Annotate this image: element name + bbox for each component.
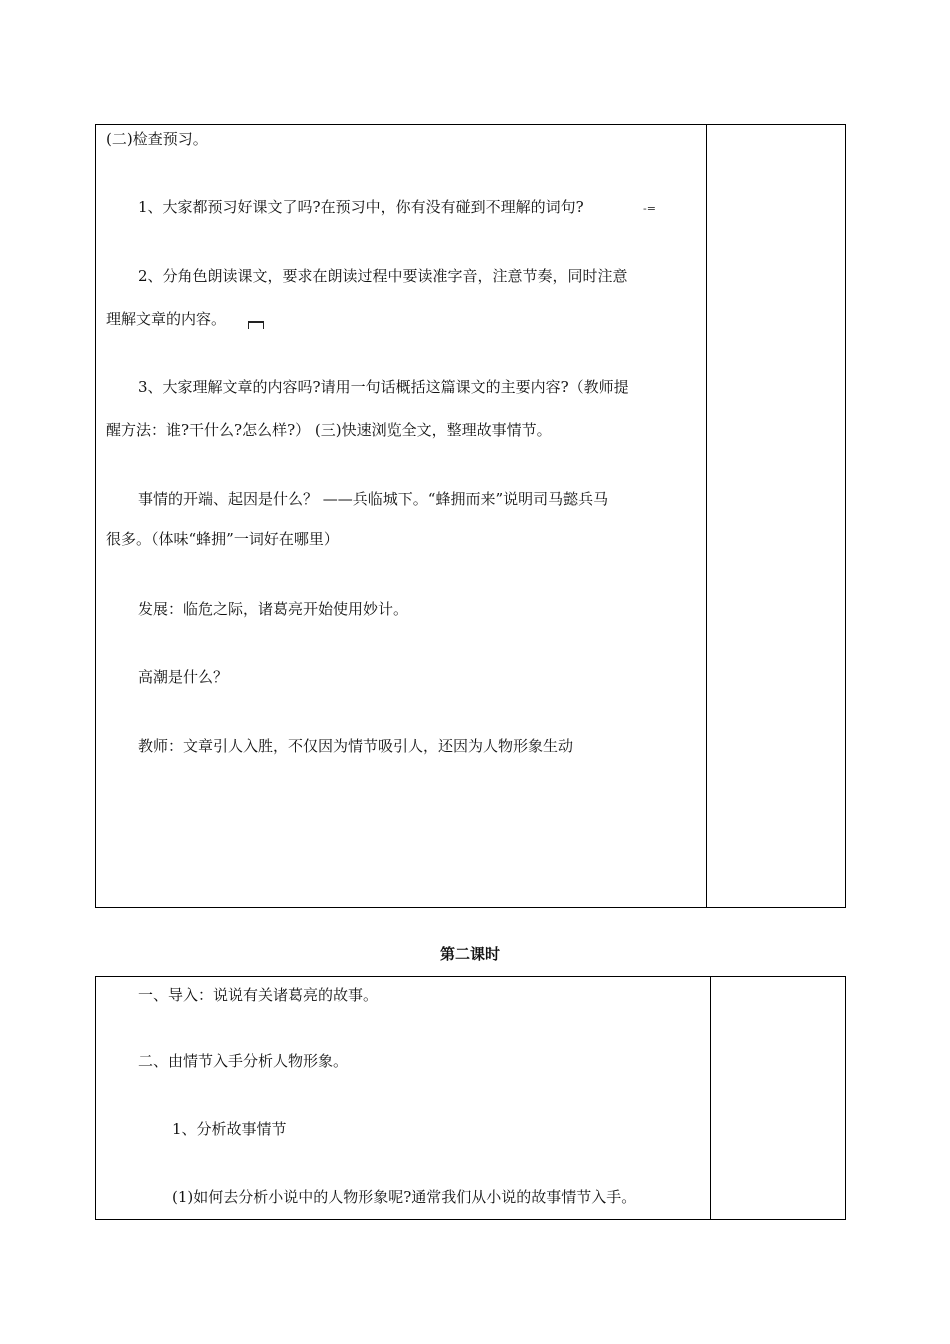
- plot-beginning-line-1: 事情的开端、起因是什么？ ——兵临城下。“蜂拥而来”说明司马懿兵马: [138, 490, 609, 508]
- table-2-column-divider: [710, 977, 711, 1219]
- analysis-method-question: (1)如何去分析小说中的人物形象呢?通常我们从小说的故事情节入手。: [172, 1188, 637, 1206]
- teacher-remark: 教师：文章引人入胜，不仅因为情节吸引人，还因为人物形象生动: [138, 737, 574, 755]
- table-1-column-divider: [706, 125, 707, 907]
- plot-development: 发展：临危之际，诸葛亮开始使用妙计。: [138, 600, 409, 618]
- question-2-line-2: 理解文章的内容。: [106, 310, 227, 328]
- question-3-line-2: 醒方法：谁?干什么?怎么样?） (三)快速浏览全文，整理故事情节。: [106, 421, 552, 439]
- lesson-table-1: [95, 124, 846, 908]
- second-lesson-title: 第二课时: [440, 945, 501, 963]
- question-2-line-1: 2、分角色朗读课文，要求在朗读过程中要读准字音，注意节奏，同时注意: [138, 267, 628, 285]
- question-1: 1、大家都预习好课文了吗?在预习中，你有没有碰到不理解的词句?: [138, 198, 584, 216]
- plot-climax: 高潮是什么？: [138, 668, 229, 686]
- stray-mark: -=: [643, 202, 656, 215]
- introduction-step: 一、导入：说说有关诸葛亮的故事。: [138, 986, 379, 1004]
- question-3-line-1: 3、大家理解文章的内容吗?请用一句话概括这篇课文的主要内容?（教师提: [138, 378, 629, 396]
- character-analysis-step: 二、由情节入手分析人物形象。: [138, 1052, 349, 1070]
- lesson-table-2: [95, 976, 846, 1220]
- plot-beginning-line-2: 很多。（体味“蜂拥”一词好在哪里）: [106, 530, 339, 548]
- stray-bracket-mark: [248, 321, 264, 329]
- analyze-plot-step: 1、分析故事情节: [172, 1120, 287, 1138]
- check-preview-heading: (二)检查预习。: [106, 130, 208, 148]
